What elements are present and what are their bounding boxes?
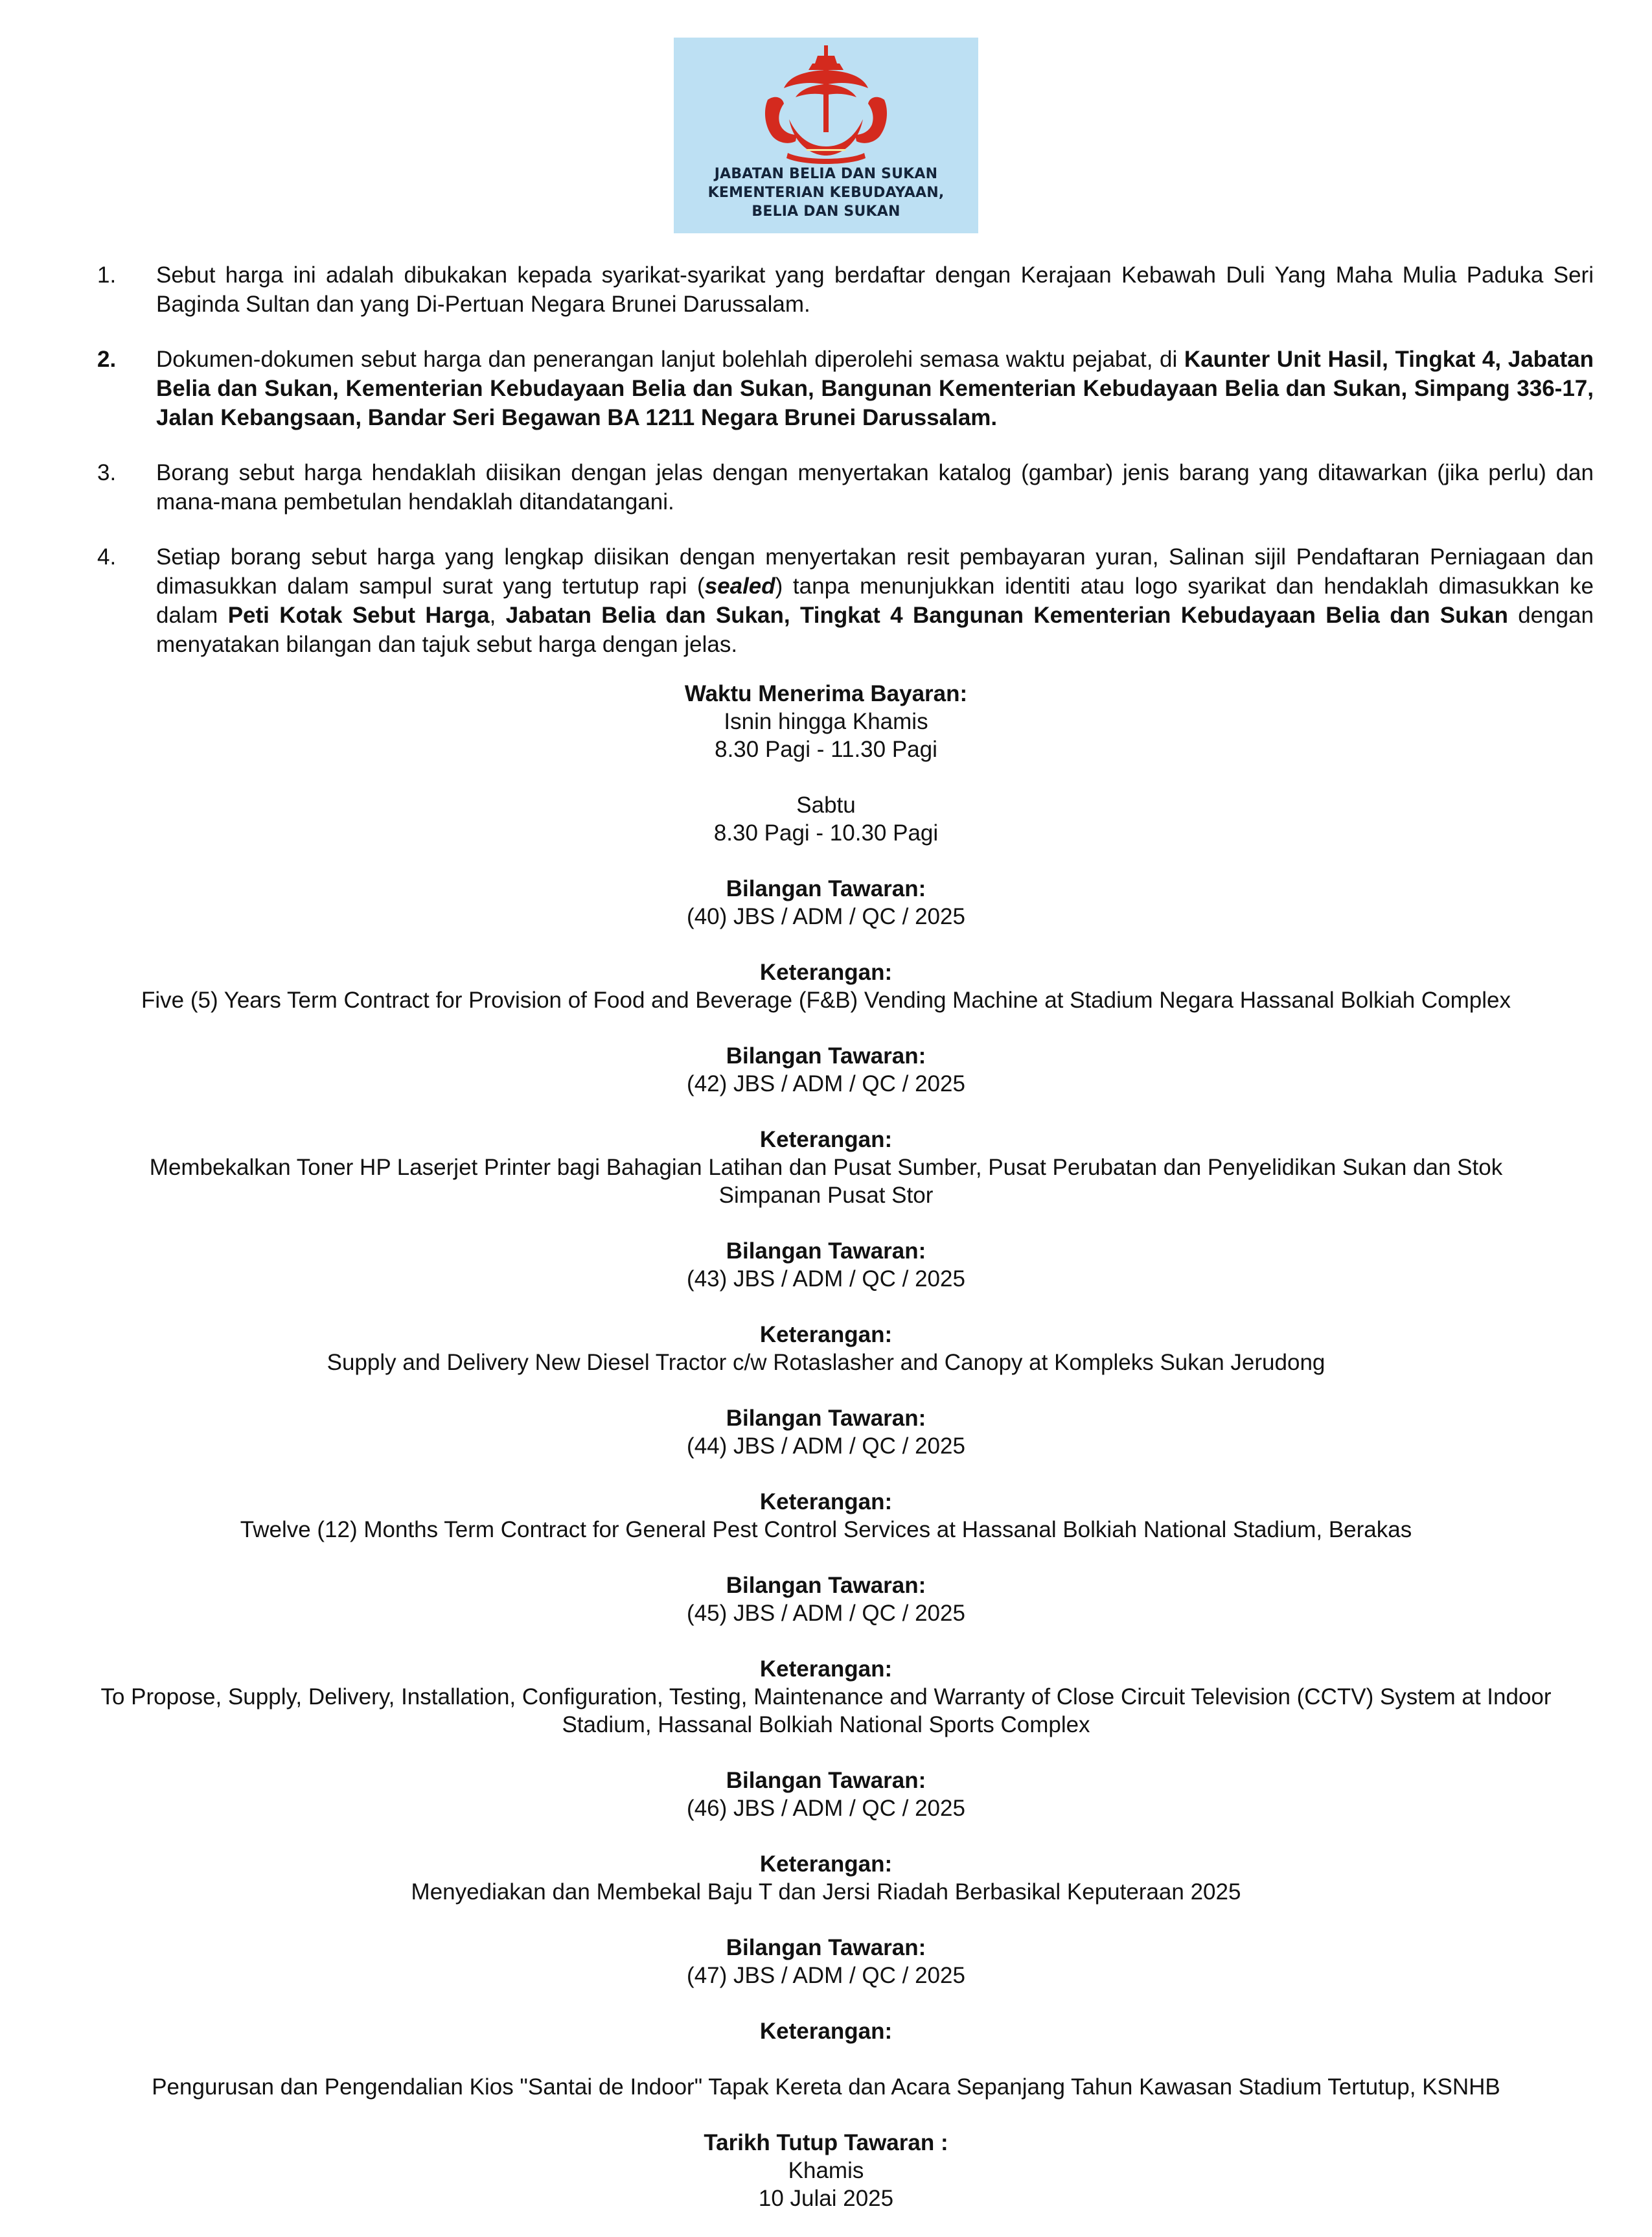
list-item: [97, 458, 1594, 516]
offer-number-label: Bilangan Tawaran:: [726, 1768, 926, 1793]
logo-line-1: JABATAN BELIA DAN SUKAN: [714, 166, 938, 182]
offer-description: Menyediakan dan Membekal Baju T dan Jersi Riadah Berbasikal Keputeraan 2025: [411, 1879, 1241, 1905]
offer-description-label: Keterangan:: [759, 960, 893, 985]
item-text-plain: ) tanpa menunjukkan identiti atau logo syarikat dan hendaklah dimasukkan ke dalam: [156, 574, 1594, 628]
item-text-plain: ,: [489, 603, 506, 628]
item-text-plain: Dokumen-dokumen sebut harga dan penerangan lanjut bolehlah diperolehi semasa waktu pejabat, di: [156, 347, 1184, 372]
list-item: [97, 542, 1594, 659]
list-item: [97, 345, 1594, 432]
offer-number-label: Bilangan Tawaran:: [726, 1573, 926, 1598]
item-number: 3.: [97, 460, 117, 485]
offer-description: Five (5) Years Term Contract for Provision of Food and Beverage (F&B) Vending Machine at Stadium Negara Hassanal Bolkiah Complex: [141, 988, 1511, 1013]
offer-description-label: Keterangan:: [759, 1127, 893, 1152]
tender-details: [58, 680, 1594, 2212]
offer-number-label: Bilangan Tawaran:: [726, 1043, 926, 1069]
offer-number: (47) JBS / ADM / QC / 2025: [687, 1963, 965, 1988]
offer-description: To Propose, Supply, Delivery, Installation, Configuration, Testing, Maintenance and Warranty of Close Circuit Television (CCTV) System at Indoor Stadium, Hassanal Bolkiah National Sports Complex: [100, 1684, 1552, 1737]
offer-description: Membekalkan Toner HP Laserjet Printer bagi Bahagian Latihan dan Pusat Sumber, Pusat Perubatan dan Penyelidikan Sukan dan Stok Simpanan Pusat Stor: [149, 1155, 1503, 1208]
logo-line-3: BELIA DAN SUKAN: [751, 203, 901, 220]
item-text: [156, 345, 1594, 432]
closing-date-heading: Tarikh Tutup Tawaran :: [704, 2130, 948, 2155]
offer-number-label: Bilangan Tawaran:: [726, 1935, 926, 1960]
payment-time-weekday: 8.30 Pagi - 11.30 Pagi: [715, 737, 937, 762]
item-text-bold: Jabatan Belia dan Sukan, Tingkat 4 Bangunan Kementerian Kebudayaan Belia dan Sukan: [505, 603, 1508, 628]
offer-description: Twelve (12) Months Term Contract for General Pest Control Services at Hassanal Bolkiah National Stadium, Berakas: [240, 1517, 1412, 1542]
brunei-crest-emblem-icon: [674, 38, 978, 167]
offer-number-label: Bilangan Tawaran:: [726, 876, 926, 901]
item-text: Sebut harga ini adalah dibukakan kepada syarikat-syarikat yang berdaftar dengan Kerajaan Kebawah Duli Yang Maha Mulia Paduka Seri Baginda Sultan dan yang Di-Pertuan Negara Brunei Darussalam.: [156, 262, 1594, 317]
closing-day: Khamis: [788, 2158, 864, 2183]
logo-line-2: KEMENTERIAN KEBUDAYAAN,: [707, 185, 945, 201]
offer-number-label: Bilangan Tawaran:: [726, 1406, 926, 1431]
item-text: [156, 542, 1594, 659]
offer-number: (45) JBS / ADM / QC / 2025: [687, 1601, 965, 1626]
offer-number: (43) JBS / ADM / QC / 2025: [687, 1266, 965, 1292]
payment-days-saturday: Sabtu: [796, 793, 856, 818]
offer-number: (42) JBS / ADM / QC / 2025: [687, 1071, 965, 1096]
payment-hours-heading: Waktu Menerima Bayaran:: [684, 681, 968, 706]
item-text-plain: Setiap borang sebut harga yang lengkap diisikan dengan menyertakan resit pembayaran yuran, Salinan sijil Pendaftaran Perniagaan dan dimasukkan dalam sampul surat yang tertutup rapi (: [156, 544, 1594, 599]
offer-number-label: Bilangan Tawaran:: [726, 1238, 926, 1264]
offer-number: (46) JBS / ADM / QC / 2025: [687, 1796, 965, 1821]
list-item: [97, 261, 1594, 319]
item-text-bold: Kaunter Unit Hasil, Tingkat 4, Jabatan Belia dan Sukan, Kementerian Kebudayaan Belia dan Sukan, Bangunan Kementerian Kebudayaan Belia dan Sukan, Simpang 336-17, Jalan Kebangsaan, Bandar Seri Begawan BA 1211 Negara Brunei Darussalam.: [156, 347, 1594, 430]
closing-date: 10 Julai 2025: [758, 2186, 894, 2211]
item-text: Borang sebut harga hendaklah diisikan dengan jelas dengan menyertakan katalog (gambar) jenis barang yang ditawarkan (jika perlu) dan mana-mana pembetulan hendaklah ditandatangani.: [156, 460, 1594, 515]
item-text-plain: dengan menyatakan bilangan dan tajuk sebut harga dengan jelas.: [156, 603, 1594, 657]
offer-number: (40) JBS / ADM / QC / 2025: [687, 904, 965, 929]
logo-caption: [674, 165, 978, 221]
offer-description-label: Keterangan:: [759, 2019, 893, 2044]
item-number: 4.: [97, 544, 117, 570]
logo-panel: [674, 38, 978, 233]
offer-description-label: Keterangan:: [759, 1322, 893, 1347]
item-text-bold: Peti Kotak Sebut Harga: [227, 603, 490, 628]
offer-number: (44) JBS / ADM / QC / 2025: [687, 1433, 965, 1459]
offer-description-label: Keterangan:: [759, 1851, 893, 1877]
payment-days-weekday: Isnin hingga Khamis: [724, 709, 928, 734]
item-number: 1.: [97, 262, 117, 288]
item-number: 2.: [97, 347, 117, 372]
offer-description: Pengurusan dan Pengendalian Kios "Santai de Indoor" Tapak Kereta dan Acara Sepanjang Tahun Kawasan Stadium Tertutup, KSNHB: [152, 2074, 1500, 2100]
numbered-conditions-list: [97, 261, 1594, 685]
offer-description: Supply and Delivery New Diesel Tractor c/w Rotaslasher and Canopy at Kompleks Sukan Jerudong: [327, 1350, 1325, 1375]
item-text-italic: sealed: [704, 574, 775, 599]
offer-description-label: Keterangan:: [759, 1656, 893, 1682]
payment-time-saturday: 8.30 Pagi - 10.30 Pagi: [713, 820, 939, 846]
offer-description-label: Keterangan:: [759, 1489, 893, 1514]
